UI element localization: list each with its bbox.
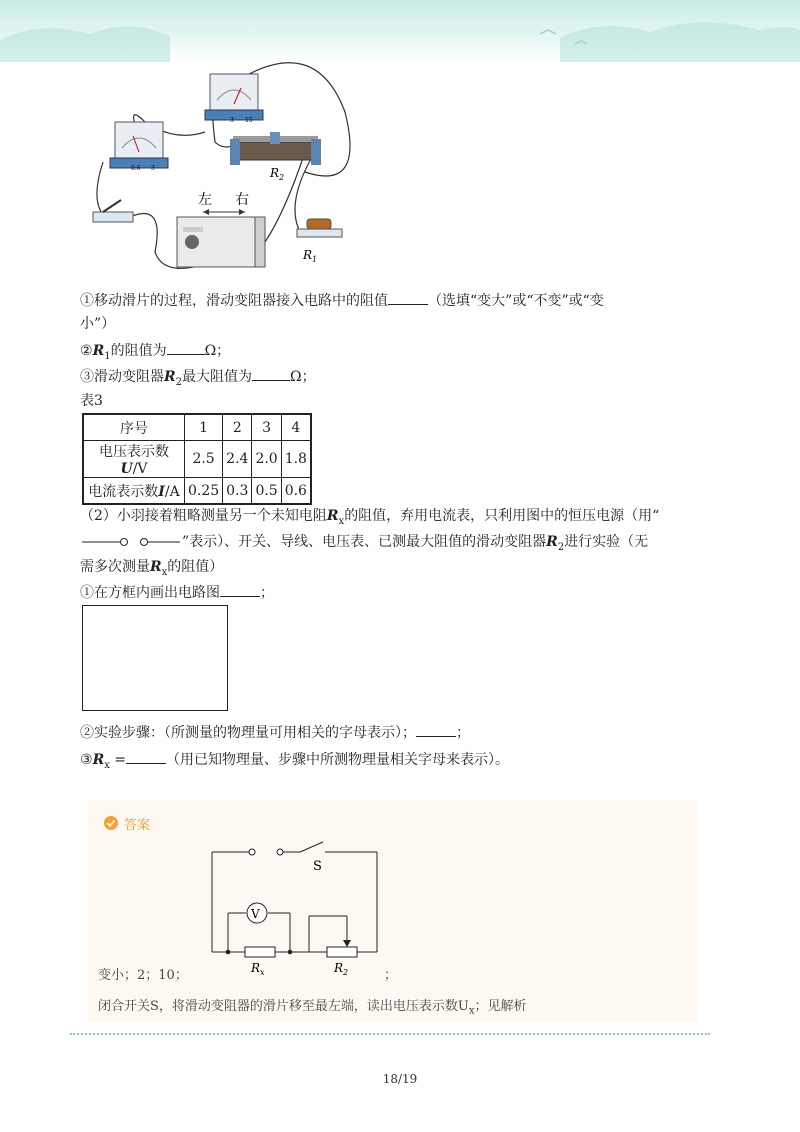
text: ③	[80, 752, 93, 768]
tick-label: 3	[230, 117, 234, 124]
subscript: 2	[557, 541, 565, 553]
text: Ω；	[290, 369, 316, 385]
table-cell: 2.0	[252, 441, 281, 478]
text: 变小；2；10；	[98, 968, 188, 983]
text: 的阻值）	[167, 559, 224, 575]
table-row	[83, 478, 311, 505]
rx-label: $R_x$	[251, 961, 265, 977]
answer-steps	[98, 997, 527, 1022]
table-cell: 2.4	[223, 441, 252, 478]
data-table	[82, 413, 312, 505]
ammeter	[115, 122, 163, 162]
resistor-r1	[297, 229, 342, 237]
r2-label: $R_2$	[270, 166, 285, 182]
variable: R	[92, 343, 105, 359]
table-cell: 0.25	[185, 478, 223, 505]
table-cell: 序号	[83, 414, 185, 441]
table-cell: 2.5	[185, 441, 223, 478]
r2-resistor	[327, 947, 357, 957]
drawing-box[interactable]	[82, 605, 228, 711]
question-1-cont	[80, 314, 115, 334]
voltmeter	[210, 74, 258, 114]
part2-line-1	[80, 506, 659, 532]
power-source-symbol	[80, 536, 182, 548]
text: 进行实验（无	[564, 534, 649, 550]
part2-line-2	[80, 532, 648, 558]
page-number: 18/19	[382, 1072, 418, 1086]
variable: R	[164, 369, 176, 385]
text: （2）小羽接着粗略测量另一个未知电阻	[80, 508, 327, 524]
text: 的阻值，弃用电流表，只利用图中的恒压电源（用“	[344, 508, 660, 524]
text: ②	[80, 343, 93, 359]
rx-resistor	[245, 947, 275, 957]
text: （用已知物理量、步骤中所测物理量相关字母来表示）。	[166, 752, 510, 768]
table-cell: 1	[185, 414, 223, 441]
answer-circuit	[205, 840, 385, 977]
subscript: 1	[104, 350, 111, 362]
answer-blank[interactable]	[126, 749, 166, 764]
variable: R	[546, 534, 558, 550]
r2-answer-label: $R_2$	[334, 961, 349, 977]
variable: U	[120, 461, 133, 477]
experiment-figure	[85, 52, 385, 277]
text: Ω；	[204, 343, 231, 359]
text: ；见解析	[474, 999, 527, 1014]
label-left: 左	[198, 192, 212, 208]
text: =	[109, 752, 127, 768]
rheostat	[235, 142, 315, 160]
text: 电流表示数	[88, 483, 159, 500]
question-1	[80, 290, 604, 311]
tick-label: 3	[151, 165, 155, 172]
text: 的阻值为	[110, 343, 167, 359]
table-cell	[83, 478, 185, 505]
step-1	[80, 582, 274, 603]
answer-box	[88, 800, 698, 1022]
text: ②实验步骤：（所测量的物理量可用相关的字母表示）；	[80, 725, 416, 741]
text: ”表示）、开关、导线、电压表、已测最大阻值的滑动变阻器	[182, 534, 547, 550]
text: 最大阻值为	[182, 369, 253, 385]
switch	[93, 212, 133, 222]
table-caption: 表3	[80, 393, 103, 409]
switch-label: S	[313, 859, 322, 874]
subscript: x	[104, 759, 110, 771]
text: ①移动滑片的过程，滑动变阻器接入电路中的阻值	[80, 293, 388, 309]
wire	[97, 162, 105, 217]
check-icon	[104, 816, 118, 830]
text: ③滑动变阻器	[80, 369, 164, 385]
answer-blank[interactable]	[252, 366, 290, 381]
text: 需多次测量	[80, 559, 150, 575]
step-2	[80, 722, 470, 743]
text: ①在方框内画出电路图	[80, 585, 220, 601]
step-3	[80, 749, 509, 776]
tick-label: 15	[245, 117, 253, 124]
subscript: x	[468, 1005, 475, 1017]
answer-blank[interactable]	[416, 722, 456, 737]
variable: R	[326, 508, 339, 524]
subscript: x	[338, 515, 345, 527]
answer-title: 答案	[124, 818, 151, 833]
tick-label: 0.6	[131, 165, 141, 172]
label-right: 右	[235, 192, 249, 208]
text: ；	[260, 585, 274, 601]
answer-values	[98, 966, 188, 986]
table-cell	[83, 441, 185, 478]
text: /A	[164, 483, 180, 500]
table-row	[83, 414, 311, 441]
text: （选填“变大”或“不变”或“变	[428, 293, 604, 309]
dotted-divider	[70, 1033, 710, 1035]
question-3	[80, 366, 316, 393]
table-cell: 1.8	[281, 441, 311, 478]
variable: I	[158, 483, 165, 500]
part2-line-3	[80, 557, 223, 583]
table-row	[83, 441, 311, 478]
r1-label: $R_1$	[303, 248, 318, 264]
answer-blank[interactable]	[220, 582, 260, 597]
answer-values-end: ；	[384, 968, 398, 983]
variable: R	[150, 559, 162, 575]
table-cell: 3	[252, 414, 281, 441]
text: /V	[132, 461, 148, 477]
text: 小”）	[80, 316, 116, 332]
answer-blank[interactable]	[167, 340, 205, 355]
text: 电压表示数	[99, 444, 169, 460]
table-cell: 4	[281, 414, 311, 441]
answer-blank[interactable]	[388, 290, 428, 305]
table-cell: 0.3	[223, 478, 252, 505]
text: ；	[456, 725, 470, 741]
tick-label: -	[213, 117, 216, 124]
text: 闭合开关S，将滑动变阻器的滑片移至最左端，读出电压表示数U	[98, 999, 469, 1014]
tick-label: -	[116, 165, 119, 172]
table-cell: 2	[223, 414, 252, 441]
table-cell: 0.5	[252, 478, 281, 505]
voltmeter-label: V	[251, 907, 260, 921]
question-2	[80, 340, 230, 367]
variable: R	[92, 752, 105, 768]
table-cell: 0.6	[281, 478, 311, 505]
subscript: x	[161, 566, 168, 578]
subscript: 2	[175, 376, 183, 388]
